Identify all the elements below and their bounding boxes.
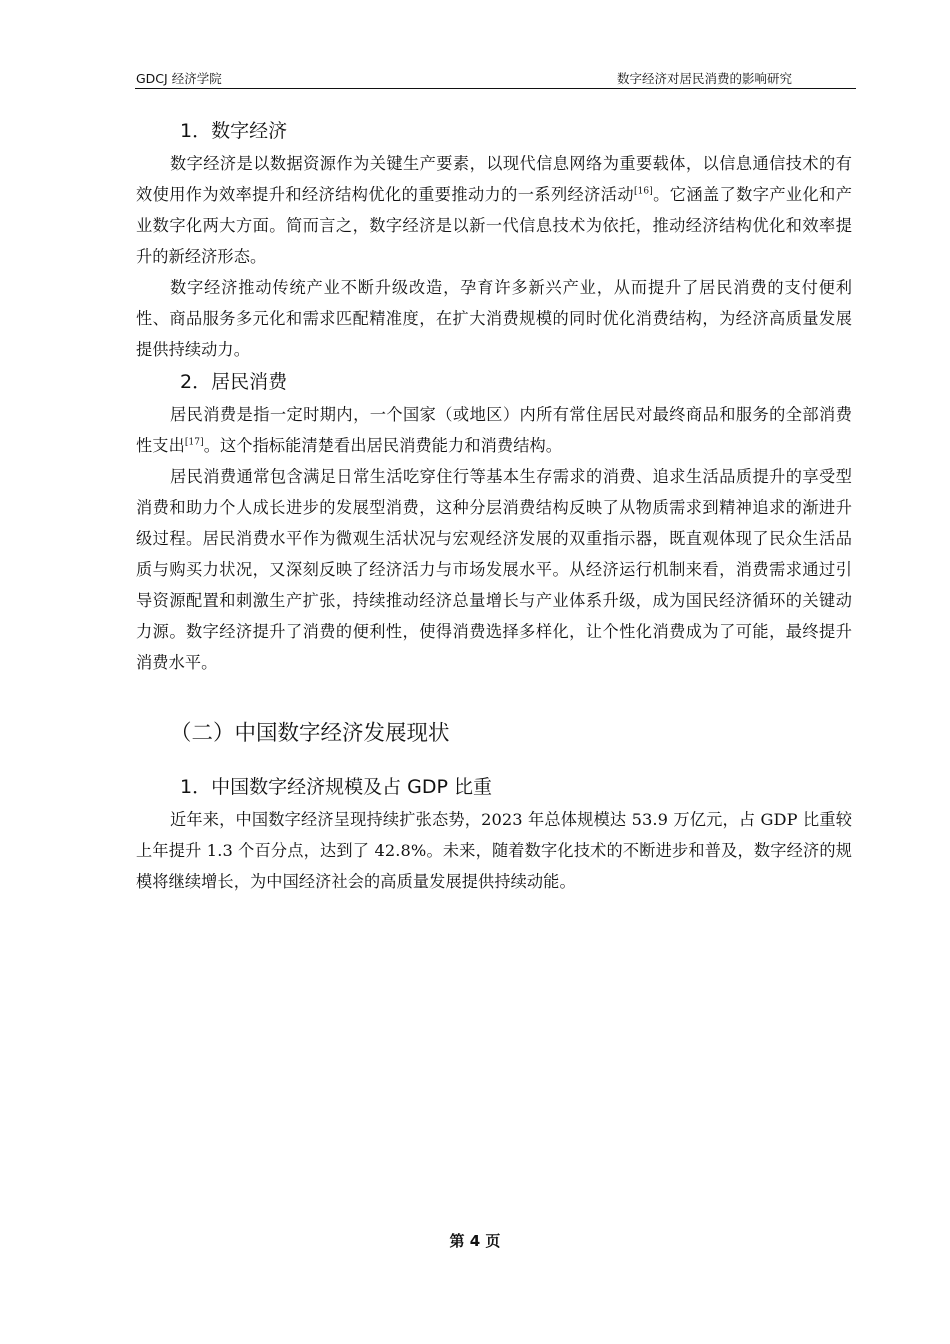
paragraph-consumption-definition	[136, 399, 852, 461]
page-number: 第 4 页	[449, 1232, 501, 1250]
header-institution: GDCJ 经济学院	[136, 71, 222, 86]
paragraph-scale-gdp-share: 近年来，中国数字经济呈现持续扩张态势，2023 年总体规模达 53.9 万亿元，占 GDP 比重较上年提升 1.3 个百分点，达到了 42.8%。未来，随着数字化技术的不断进步和普及，数字经济的规模将继续增长，为中国经济社会的高质量发展提供持续动能。	[136, 810, 852, 891]
section-spacer	[136, 678, 852, 716]
paragraph-digital-economy-definition	[136, 148, 852, 272]
section-heading-scale-gdp-share: 1．中国数字经济规模及占 GDP 比重	[180, 776, 492, 798]
section-spacer	[136, 752, 852, 770]
header-paper-title: 数字经济对居民消费的影响研究	[616, 71, 792, 86]
section-heading-digital-economy: 1．数字经济	[180, 120, 288, 142]
part-heading-china-digital-economy: （二）中国数字经济发展现状	[170, 721, 450, 746]
paragraph-text: 。这个指标能清楚看出居民消费能力和消费结构。	[203, 436, 563, 455]
paragraph-consumption-structure: 居民消费通常包含满足日常生活吃穿住行等基本生存需求的消费、追求生活品质提升的享受型消费和助力个人成长进步的发展型消费，这种分层消费结构反映了从物质需求到精神追求的渐进升级过程。居民消费水平作为微观生活状况与宏观经济发展的双重指示器，既直观体现了民众生活品质与购买力状况，又深刻反映了经济活力与市场发展水平。从经济运行机制来看，消费需求通过引导资源配置和刺激生产扩张，持续推动经济总量增长与产业体系升级，成为国民经济循环的关键动力源。数字经济提升了消费的便利性，使得消费选择多样化，让个性化消费成为了可能，最终提升消费水平。	[136, 467, 852, 672]
page-body	[136, 114, 852, 897]
page-header	[135, 68, 856, 89]
paragraph-text: 数字经济是以数据资源作为关键生产要素，以现代信息网络为重要载体，以信息通信技术的有效使用作为效率提升和经济结构优化的重要推动力的一系列经济活动	[136, 154, 852, 204]
citation-ref: [17]	[184, 437, 204, 448]
paragraph-text: 居民消费是指一定时期内，一个国家（或地区）内所有常住居民对最终商品和服务的全部消费性支出	[136, 405, 852, 455]
section-heading-resident-consumption: 2．居民消费	[180, 371, 288, 393]
citation-ref: [16]	[633, 186, 653, 197]
paragraph-text: 。它涵盖了数字产业化和产业数字化两大方面。简而言之，数字经济是以新一代信息技术为依托，推动经济结构优化和效率提升的新经济形态。	[136, 185, 853, 266]
paragraph-digital-economy-impact: 数字经济推动传统产业不断升级改造，孕育许多新兴产业，从而提升了居民消费的支付便利性、商品服务多元化和需求匹配精准度，在扩大消费规模的同时优化消费结构，为经济高质量发展提供持续动力。	[136, 278, 852, 359]
